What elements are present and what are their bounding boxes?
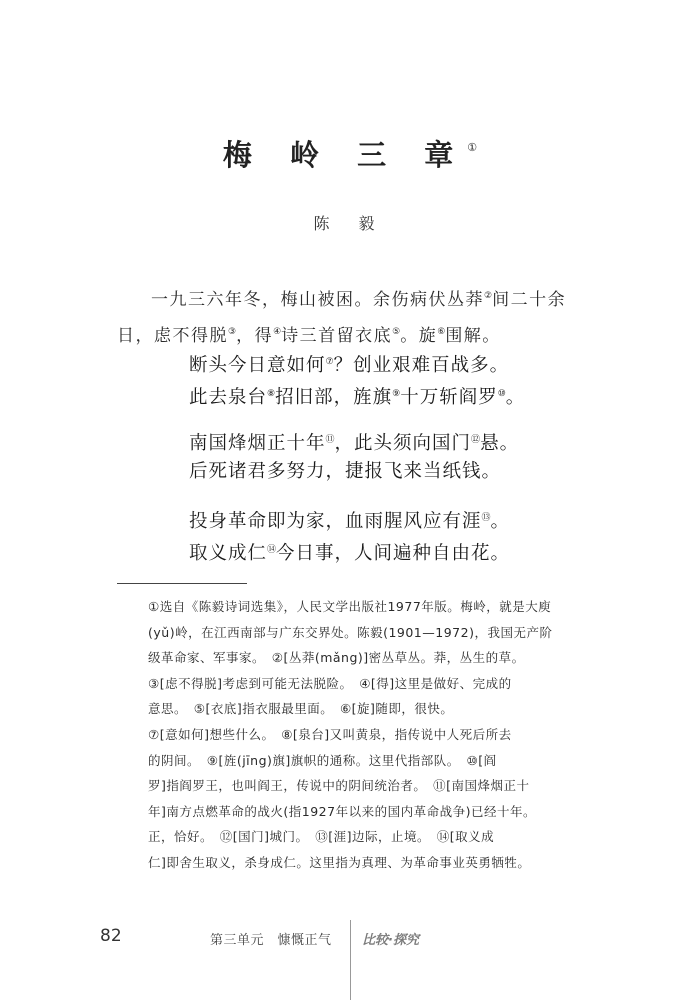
page-title — [0, 133, 700, 174]
poem-line-text: 。 — [505, 387, 526, 408]
author-name: 陈 毅 — [313, 214, 387, 233]
poem-line-text: ，此头须向国门 — [334, 433, 472, 454]
footnote-mark: ⑫ — [471, 435, 481, 445]
footnote-line: 年]南方点燃革命的战火(指1927年以来的国内革命战争)已经十年。 — [148, 803, 536, 819]
footnote-line: 级革命家、军事家。 ②[丛莽(mǎng)]密丛草丛。莽，丛生的草。 — [148, 650, 525, 666]
footnotes — [148, 594, 590, 876]
poem-stanza-1 — [189, 346, 629, 410]
preface-text: 一九三六年冬，梅山被困。余伤病伏丛莽 — [151, 290, 484, 310]
footnote-line: (yǔ)岭，在江西南部与广东交界处。陈毅(1901—1972)，我国无产阶 — [148, 624, 553, 640]
poem-line-text: 悬。 — [480, 433, 520, 454]
footnote-mark: ⑩ — [497, 389, 506, 399]
footnote-line: ⑦[意如何]想些什么。 ⑧[泉台]又叫黄泉，指传说中人死后所去 — [148, 726, 512, 742]
poem-line — [189, 534, 629, 566]
poem-line-text: 招旧部，旌旗 — [275, 387, 393, 408]
unit-title: 第三单元 慷慨正气 — [210, 933, 332, 948]
poem-stanza-2 — [189, 424, 629, 488]
footnote-line: 正，恰好。 ⑫[国门]城门。 ⑬[涯]边际，止境。 ⑭[取义成 — [148, 829, 495, 845]
poem-stanza-3 — [189, 502, 629, 566]
poem-line-text: 十万斩阎罗 — [400, 387, 498, 408]
poem-line — [189, 378, 629, 410]
footnote-line: 仁]即舍生取义，杀身成仁。这里指为真理、为革命事业英勇牺牲。 — [148, 854, 531, 870]
footnote-mark: ⑪ — [325, 435, 335, 445]
preface-text: 诗三首留衣底 — [281, 326, 393, 346]
section-label: 比较·探究 — [362, 933, 419, 948]
footnote-line: ③[虑不得脱]考虑到可能无法脱险。 ④[得]这里是做好、完成的 — [148, 675, 512, 691]
poem-line — [189, 502, 629, 534]
poem-line — [189, 346, 629, 378]
title-footnote-mark: ① — [467, 141, 478, 154]
footnote-mark: ⑧ — [267, 389, 276, 399]
preface-text: ，得 — [236, 326, 274, 346]
title-text: 梅 岭 三 章 — [222, 138, 468, 172]
footnote-divider — [117, 583, 247, 584]
footnote-mark: ⑨ — [392, 389, 401, 399]
poem-line-text: 断头今日意如何 — [189, 355, 326, 376]
footnote-mark: ⑤ — [392, 327, 401, 337]
preface-paragraph — [117, 280, 590, 352]
poem-line — [189, 456, 629, 488]
footnote-line: ①选自《陈毅诗词选集》，人民文学出版社1977年版。梅岭，就是大庾 — [148, 599, 552, 614]
footnote-line: 的阴间。 ⑨[旌(jīng)旗]旗帜的通称。这里代指部队。 ⑩[阎 — [148, 752, 497, 768]
preface-text: 围解。 — [445, 326, 501, 346]
footnote-line: 罗]指阎罗王，也叫阎王，传说中的阴间统治者。 ⑪[南国烽烟正十 — [148, 778, 530, 794]
poem-line-text: 取义成仁 — [189, 543, 268, 564]
preface-text: 间二十余日，虑不得脱 — [117, 290, 567, 346]
poem-line — [189, 424, 629, 456]
footnote-mark: ⑭ — [267, 545, 277, 555]
poem-line-text: 后死诸君多努力，捷报飞来当纸钱。 — [189, 461, 502, 482]
footnote-mark: ② — [484, 291, 493, 301]
poem-line-text: 南国烽烟正十年 — [189, 433, 326, 454]
poem-line-text: ？创业艰难百战多。 — [333, 355, 510, 376]
footnote-line: 意思。 ⑤[衣底]指衣服最里面。 ⑥[旋]随即，很快。 — [148, 701, 454, 717]
page-number: 82 — [100, 926, 122, 946]
footnote-mark: ⑥ — [437, 327, 446, 337]
footer-divider — [350, 920, 351, 1000]
poem-line-text: 此去泉台 — [189, 387, 268, 408]
poem-line-text: 投身革命即为家，血雨腥风应有涯 — [189, 511, 482, 532]
footnote-mark: ③ — [228, 327, 237, 337]
poem-line-text: 。 — [490, 511, 511, 532]
poem-line-text: 今日事，人间遍种自由花。 — [276, 543, 511, 564]
footnote-mark: ⑬ — [481, 513, 491, 523]
preface-text: 。旋 — [400, 326, 438, 346]
footnote-mark: ④ — [273, 327, 282, 337]
footnote-mark: ⑦ — [325, 357, 334, 367]
